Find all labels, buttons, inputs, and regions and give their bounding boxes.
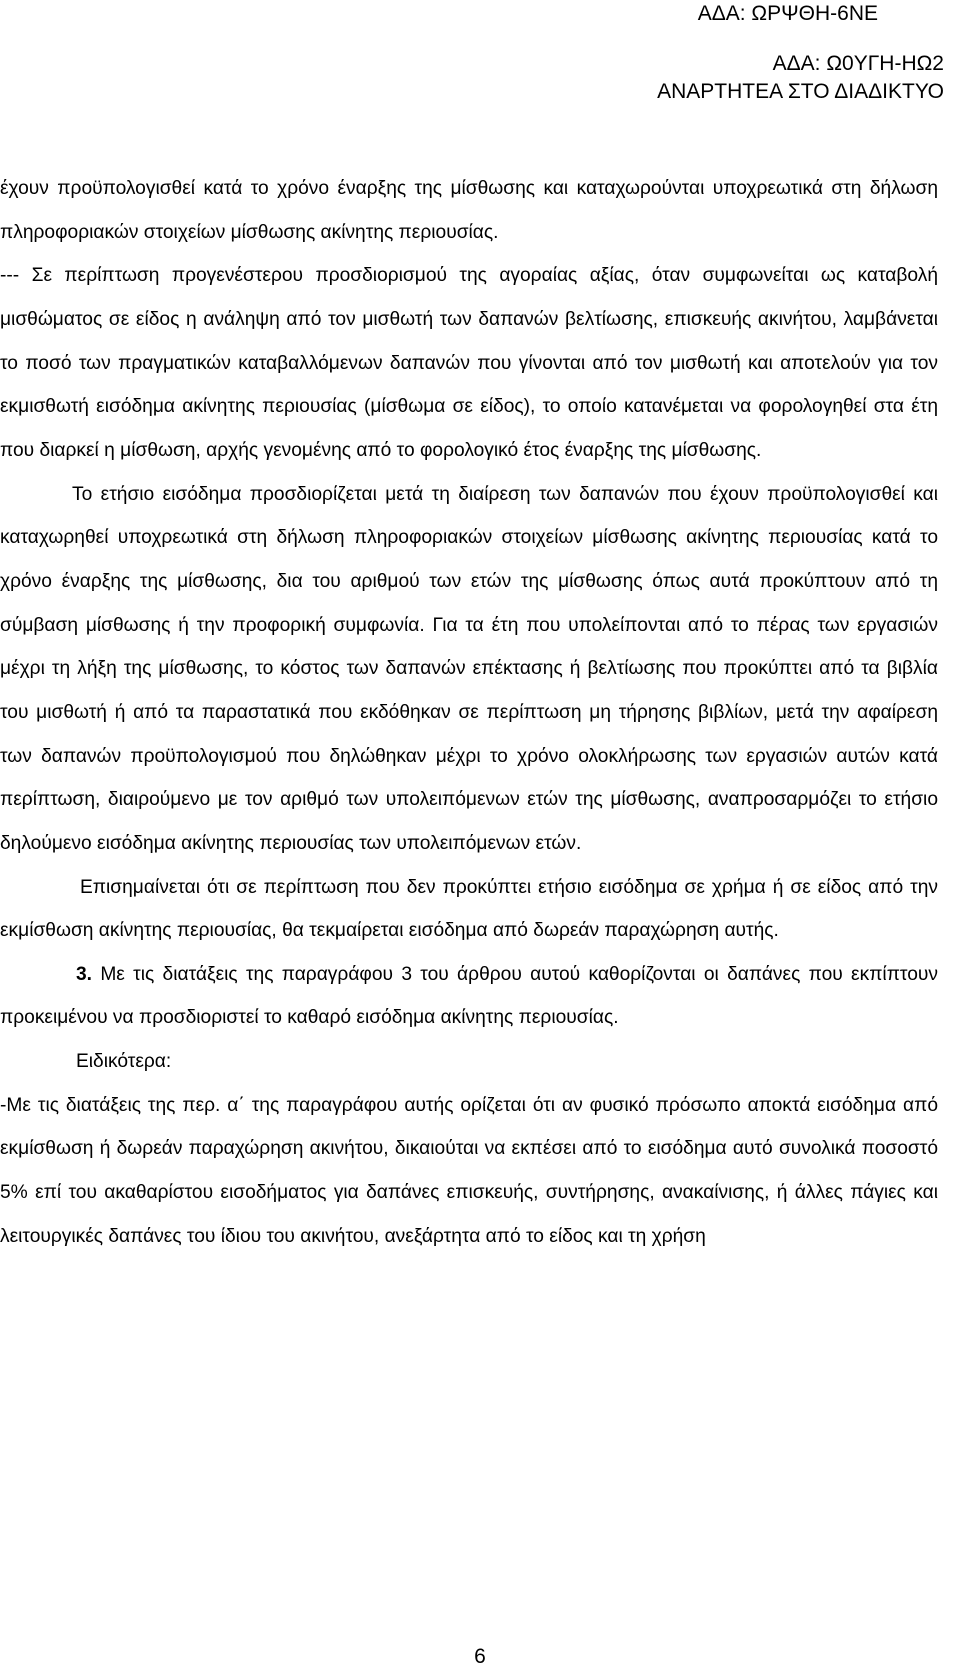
paragraph-1: έχουν προϋπολογισθεί κατά το χρόνο έναρξης της μίσθωσης και καταχωρούνται υποχρεωτικά στη δήλωση πληροφοριακών στοιχείων μίσθωσης ακίνητης περιουσίας. (0, 178, 938, 243)
page-number: 6 (474, 1645, 486, 1668)
paragraph-5 (0, 953, 938, 1040)
ada-code-primary: ΑΔΑ: ΩΡΨΘΗ-6ΝΕ (697, 2, 878, 25)
paragraph-6: Ειδικότερα: (76, 1051, 172, 1073)
paragraph-3: Το ετήσιο εισόδημα προσδιορίζεται μετά τη διαίρεση των δαπανών που έχουν προϋπολογισθεί και καταχωρηθεί υποχρεωτικά στη δήλωση πληροφοριακών στοιχείων μίσθωσης ακίνητης περιουσίας κατά το χρόνο έναρξης της μίσθωσης, δια του αριθμού των ετών της μίσθωσης όπως αυτά προκύπτουν από τη σύμβαση μίσθωσης ή την προφορική συμφωνία. Για τα έτη που υπολείπονται από το πέρας των εργασιών μέχρι τη λήξη της μίσθωσης, το κόστος των δαπανών επέκτασης ή βελτίωσης που προκύπτει από τα βιβλία του μισθωτή ή από τα παραστατικά που εκδόθηκαν σε περίπτωση μη τήρησης βιβλίων, μετά την αφαίρεση των δαπανών προϋπολογισμού που δηλώθηκαν μέχρι το χρόνο ολοκλήρωσης των εργασιών αυτών κατά περίπτωση, διαιρούμενο με τον αριθμό των υπολειπόμενων ετών της μίσθωσης, αναπροσαρμόζει το ετήσιο δηλούμενο εισόδημα ακίνητης περιουσίας των υπολειπόμενων ετών. (0, 483, 938, 854)
paragraph-2: --- Σε περίπτωση προγενέστερου προσδιορισμού της αγοραίας αξίας, όταν συμφωνείται ως καταβολή μισθώματος σε είδος η ανάληψη από τον μισθωτή των δαπανών βελτίωσης, επισκευής ακινήτου, λαμβάνεται το ποσό των πραγματικών καταβαλλόμενων δαπανών που γίνονται από τον μισθωτή και αποτελούν για τον εκμισθωτή εισόδημα ακίνητης περιουσίας (μίσθωμα σε είδος), το οποίο κατανέμεται να φορολογηθεί στα έτη που διαρκεί η μίσθωση, αρχής γενομένης από το φορολογικό έτος έναρξης της μίσθωσης. (0, 265, 938, 461)
paragraph-7: -Με τις διατάξεις της περ. α΄ της παραγράφου αυτής ορίζεται ότι αν φυσικό πρόσωπο αποκτά εισόδημα από εκμίσθωση ή δωρεάν παραχώρηση ακινήτου, δικαιούται να εκπέσει από το εισόδημα αυτό συνολικά ποσοστό 5% επί του ακαθαρίστου εισοδήματος για δαπάνες επισκευής, συντήρησης, ανακαίνισης, ή άλλες πάγιες και λειτουργικές δαπάνες του ίδιου του ακινήτου, ανεξάρτητα από το είδος και τη χρήση (0, 1094, 938, 1247)
paragraph-5-text: Με τις διατάξεις της παραγράφου 3 του άρθρου αυτού καθορίζονται οι δαπάνες που εκπίπτουν προκειμένου να προσδιοριστεί το καθαρό εισόδημα ακίνητης περιουσίας. (0, 963, 938, 1029)
document-body (0, 167, 938, 1258)
ada-code-secondary: ΑΔΑ: Ω0ΥΓΗ-ΗΩ2 (772, 52, 944, 75)
paragraph-4: Επισημαίνεται ότι σε περίπτωση που δεν προκύπτει ετήσιο εισόδημα σε χρήμα ή σε είδος από την εκμίσθωση ακίνητης περιουσίας, θα τεκμαίρεται εισόδημα από δωρεάν παραχώρηση αυτής. (0, 876, 938, 942)
posting-notice: ΑΝΑΡΤΗΤΕΑ ΣΤΟ ΔΙΑΔΙΚΤΥΟ (657, 80, 944, 103)
paragraph-number: 3. (76, 963, 93, 985)
